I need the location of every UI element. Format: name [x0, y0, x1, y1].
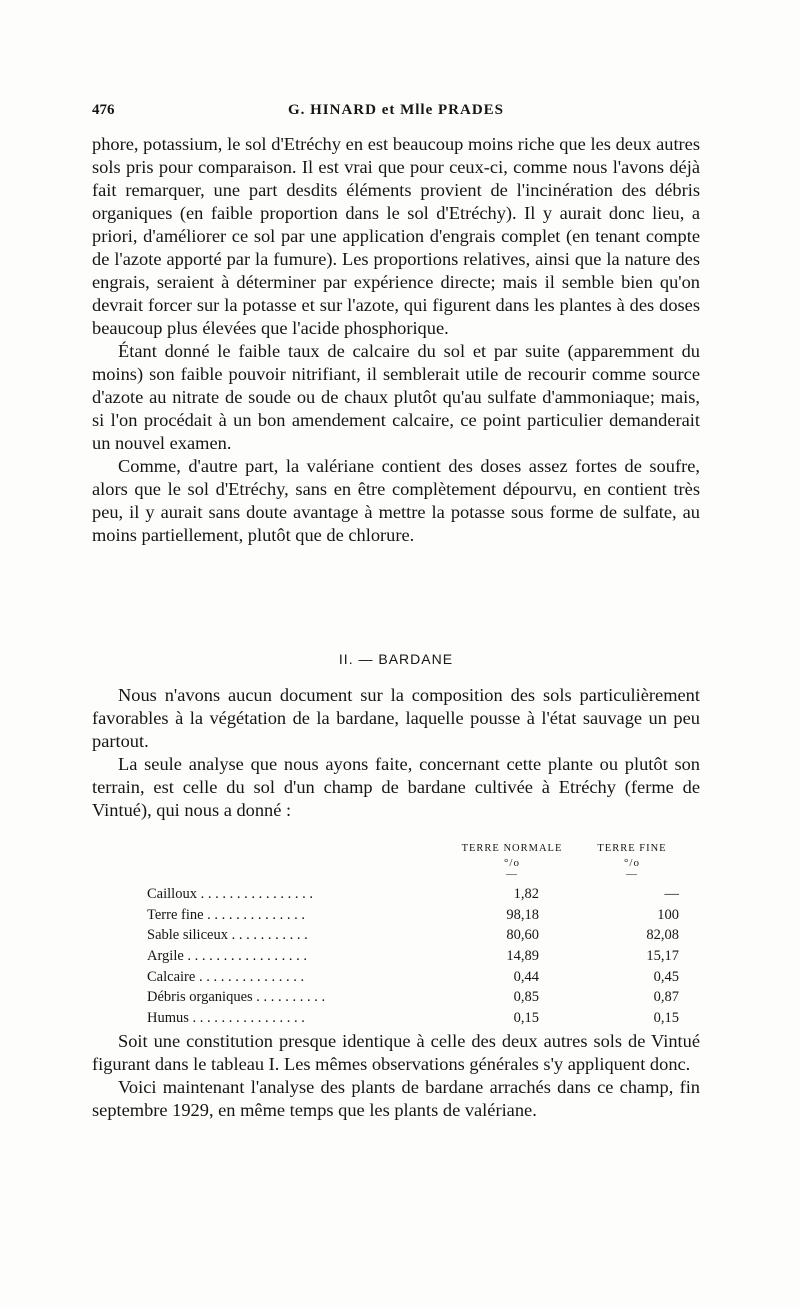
row-label: Cailloux . . . . . . . . . . . . . . . . [147, 886, 313, 902]
row-label: Sable siliceux . . . . . . . . . . . [147, 927, 308, 944]
table-row [147, 946, 677, 967]
paragraph: Voici maintenant l'analyse des plants de bardane arrachés dans ce champ, fin septembre 1929, en même temps que les plants de valériane. [92, 1077, 700, 1120]
paragraph: Nous n'avons aucun document sur la composition des sols particulièrement favorables à la végétation de la bardane, laquelle pousse à l'état sauvage un peu partout. [92, 685, 700, 751]
row-label: Terre fine . . . . . . . . . . . . . . [147, 906, 306, 923]
table-row [147, 1008, 677, 1029]
section-heading: II. — BARDANE [338, 651, 454, 667]
row-label: Débris organiques . . . . . . . . . . [147, 989, 326, 1006]
paragraph: Étant donné le faible taux de calcaire du sol et par suite (apparemment du moins) son faible pouvoir nitrifiant, il semblerait utile de recourir comme source d'azote au nitrate de soude ou de chaux plutôt qu'au sulfate d'ammoniaque; mais, si l'on procédait à un bon amendement calcaire, ce point particulier demanderait un nouvel examen. [92, 341, 700, 453]
row-label: Argile . . . . . . . . . . . . . . . . . [147, 948, 308, 965]
body-text-mid [92, 684, 700, 822]
header-title: G. HINARD et Mlle PRADES [287, 102, 505, 118]
column-dash: — [626, 868, 638, 880]
paragraph: phore, potassium, le sol d'Etréchy en est beaucoup moins riche que les deux autres sols pris pour comparaison. Il est vrai que pour ceux-ci, comme nous l'avons déjà fait remarquer, une part desdits éléments provient de l'incinération des débris organiques (en faible proportion dans le sol d'Etréchy). Il y aurait donc lieu, a priori, d'améliorer ce sol par une application d'engrais complet (en tenant compte de l'azote apporté par la fumure). Les proportions relatives, ainsi que la nature des engrais, seraient à déterminer par expérience directe; mais il semble bien qu'on devrait forcer sur la potasse et sur l'azote, qui figurent dans les plantes à des doses beaucoup plus élevées que l'acide phosphorique. [92, 134, 700, 338]
value-terre-fine: 82,08 [646, 927, 679, 944]
value-terre-normale: 1,82 [513, 886, 539, 902]
row-label: Humus . . . . . . . . . . . . . . . . [147, 1010, 305, 1027]
table-rows [147, 884, 677, 1029]
paragraph: La seule analyse que nous ayons faite, concernant cette plante ou plutôt son terrain, est celle du sol d'un champ de bardane cultivée à Etréchy (ferme de Vintué), qui nous a donné : [92, 754, 700, 820]
value-terre-normale: 0,85 [513, 989, 539, 1006]
column-header-terre-normale [447, 842, 577, 878]
value-terre-fine: 0,15 [653, 1010, 679, 1027]
value-terre-normale: 0,44 [513, 968, 539, 985]
table-row [147, 925, 677, 946]
value-terre-fine: 100 [657, 906, 679, 923]
value-terre-fine: 15,17 [646, 948, 679, 965]
column-unit: °/o [624, 857, 640, 869]
body-text-top [92, 133, 700, 547]
column-unit: °/o [504, 857, 520, 869]
column-header-terre-fine [587, 842, 677, 878]
running-head [92, 102, 700, 122]
value-terre-normale: 14,89 [506, 948, 539, 965]
column-header-label: TERRE NORMALE [461, 843, 563, 854]
table-row [147, 967, 677, 988]
paragraph: Soit une constitution presque identique à celle des deux autres sols de Vintué figurant dans le tableau I. Les mêmes observations générales s'y appliquent donc. [92, 1031, 700, 1074]
page-number: 476 [92, 102, 115, 118]
value-terre-fine: 0,87 [653, 989, 679, 1006]
value-terre-fine: 0,45 [653, 968, 679, 985]
paragraph: Comme, d'autre part, la valériane contient des doses assez fortes de soufre, alors que le sol d'Etréchy, sans en être complètement dépourvu, en contient très peu, il y aurait sans doute avantage à mettre la potasse sous forme de sulfate, au moins partiellement, plutôt que de chlorure. [92, 456, 700, 545]
table-row [147, 905, 677, 926]
value-terre-normale: 80,60 [506, 927, 539, 944]
column-header-label: TERRE FINE [597, 843, 667, 854]
body-text-bottom [92, 1030, 700, 1122]
value-terre-normale: 98,18 [506, 906, 539, 923]
value-terre-fine: — [664, 886, 679, 902]
table-row [147, 884, 677, 905]
value-terre-normale: 0,15 [513, 1010, 539, 1027]
row-label: Calcaire . . . . . . . . . . . . . . . [147, 968, 305, 985]
column-dash: — [506, 868, 518, 880]
table-row [147, 987, 677, 1008]
